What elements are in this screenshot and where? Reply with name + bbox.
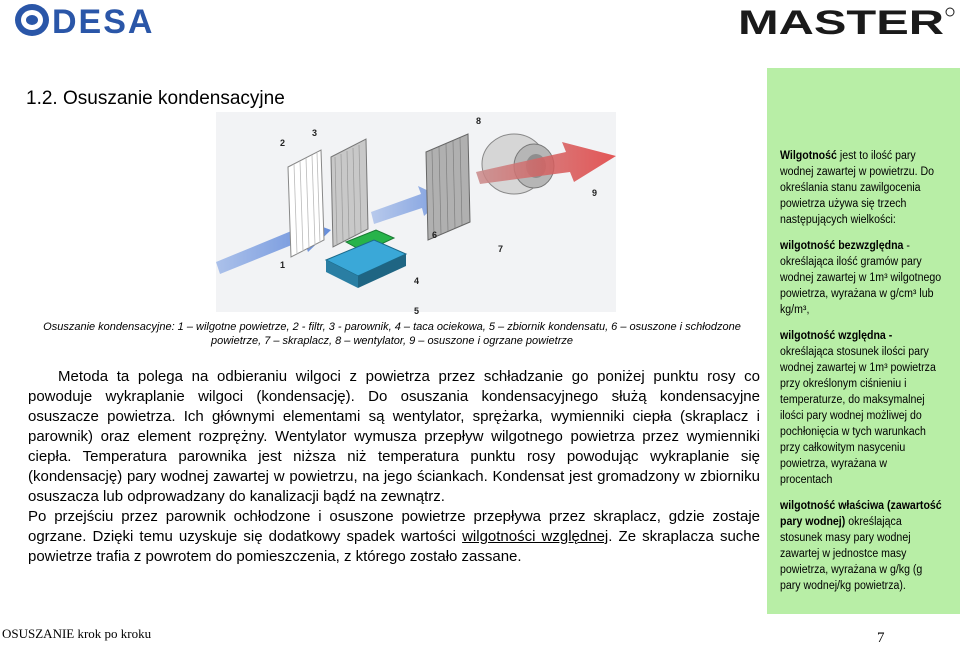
page-number: 7 <box>877 630 885 646</box>
desa-logo <box>14 2 210 38</box>
dehumidifier-diagram <box>196 112 626 320</box>
sidebar-text-specific: określająca stosunek masy pary wodnej zawartej w jednostce masy powietrza, wyrażana w g/kg (g pary wodnej/kg powietrza). <box>780 516 923 592</box>
sidebar-text-absolute: - określająca ilość gramów pary wodnej zawartej w 1m³ wilgotnego powietrza, wyrażana w g/cm³ lub kg/m³, <box>780 240 942 316</box>
diagram-label-3: 3 <box>312 128 318 138</box>
sidebar-term-relative: wilgotność względna - <box>780 330 893 342</box>
sidebar-text-humidity: jest to ilość pary wodnej zawartej w powietrzu. Do określania stanu zawilgocenia powietrza używa się trzech następujących wielkości: <box>780 150 935 226</box>
main-body-text <box>28 367 760 567</box>
sidebar-block-absolute <box>780 238 942 318</box>
footer-title: OSUSZANIE krok po kroku <box>2 626 152 641</box>
master-logo <box>736 4 956 38</box>
desa-logo-text: DESA <box>52 3 155 38</box>
definitions-sidebar <box>767 68 960 614</box>
section-title: 1.2. Osuszanie kondensacyjne <box>26 88 285 109</box>
body-paragraph-1-text: Metoda ta polega na odbieraniu wilgoci z powietrza przez schładzanie go poniżej punktu rosy co powoduje wykraplanie wilgoci (kondensację). Do osuszania kondensacyjnego służą kondensacyjne osuszacze powietrza. Ich głównymi elementami są wentylator, sprężarka, wymienniki ciepła (skraplacz i parownik) oraz element rozprężny. Wentylator wymusza przepływ wilgotnego powietrza przez wymienniki ciepła. Temperatura parownika jest niższa niż temperatura punktu rosy powodując wykraplanie się (kondensację) pary wodnej zawartej w powietrzu, na jego ściankach. Kondensat jest gromadzony w zbiorniku osuszacza lub odprowadzany do kanalizacji bądź na zewnątrz. <box>28 368 760 505</box>
sidebar-block-humidity <box>780 148 942 228</box>
diagram-label-2: 2 <box>280 138 286 148</box>
sidebar-block-specific <box>780 498 942 594</box>
diagram-caption: Osuszanie kondensacyjne: 1 – wilgotne powietrze, 2 - filtr, 3 - parownik, 4 – taca ociekowa, 5 – zbiornik kondensatu, 6 – osuszone i schłodzone powietrze, 7 – skraplacz, 8 – wentylator, 9 – osuszone i ogrzane powietrze <box>43 321 741 347</box>
diagram-label-6: 6 <box>432 230 438 240</box>
diagram-label-4: 4 <box>414 276 420 286</box>
sidebar-term-specific: wilgotność właściwa (zawartość pary wodnej) <box>780 500 942 528</box>
diagram-label-5: 5 <box>414 306 420 316</box>
sidebar-term-absolute: wilgotność bezwzględna <box>780 240 904 252</box>
body-paragraph-2-text-a: Po przejściu przez parownik ochłodzone i osuszone powietrze przepływa przez skraplacz, gdzie zostaje ogrzane. Dzięki temu uzyskuje się dodatkowy spadek wartości <box>28 508 760 545</box>
master-logo-text: MASTER <box>738 4 944 38</box>
diagram-label-1: 1 <box>280 260 286 270</box>
diagram-label-8: 8 <box>476 116 482 126</box>
sidebar-term-humidity: Wilgotność <box>780 150 837 162</box>
diagram-label-9: 9 <box>592 188 598 198</box>
body-paragraph-2-text-b: . Ze skraplacza suche powietrze trafia z powrotem do pomieszczenia, z którego zostało zassane. <box>28 528 760 565</box>
sidebar-block-relative <box>780 328 942 488</box>
diagram-label-7: 7 <box>498 244 504 254</box>
relative-humidity-link[interactable]: wilgotności względnej <box>462 528 609 545</box>
body-paragraph-1 <box>28 367 760 507</box>
sidebar-text-relative: określająca stosunek ilości pary wodnej zawartej w 1m³ powietrza przy określonym ciśnieniu i temperaturze, do maksymalnej ilości pary wodnej możliwej do pochłonięcia w tych warunkach przy całkowitym nasyceniu powietrza, wyrażana w procentach <box>780 346 936 486</box>
body-paragraph-2 <box>28 507 760 567</box>
sidebar-content <box>780 148 942 604</box>
